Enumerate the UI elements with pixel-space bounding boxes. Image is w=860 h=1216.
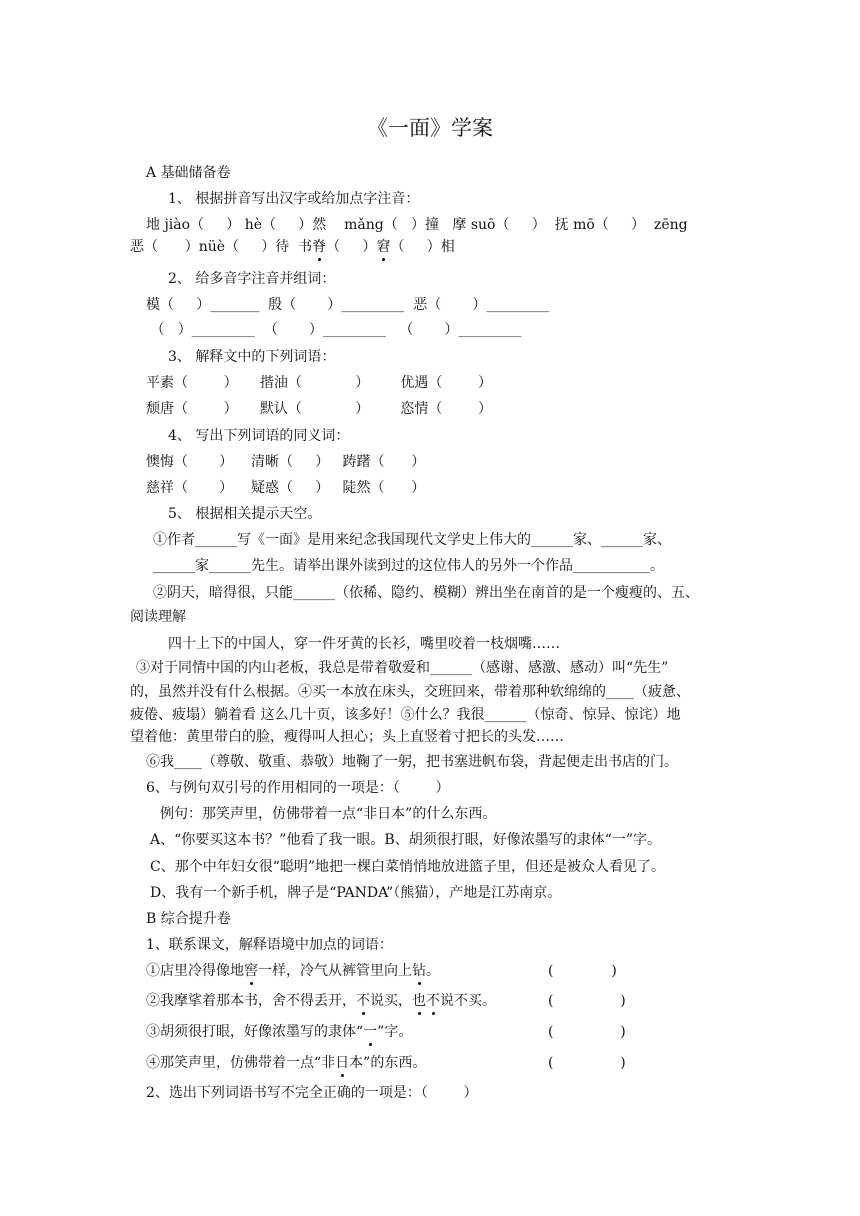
q5-para-line: ______家______先生。请举出课外读到过的这位伟人的另外一个作品___________。 bbox=[153, 558, 664, 574]
dotted-char: “一” bbox=[356, 1024, 385, 1040]
q4-heading: 4、 写出下列词语的同义词： bbox=[168, 428, 350, 444]
q6-example: 例句：那笑声里，仿佛带着一点“非日本”的什么东西。 bbox=[160, 806, 497, 822]
dotted-char: 窖 bbox=[244, 963, 258, 979]
q1-line2: 恶（ ）nüè（ ）待 书脊（ ）窘（ ）相 bbox=[130, 239, 455, 255]
section-a-heading: A 基础储备卷 bbox=[146, 165, 231, 181]
q1-heading: 1、 根据拼音写出汉字或给加点字注音： bbox=[168, 191, 420, 207]
q6-heading: 6、与例句双引号的作用相同的一项是：（ ） bbox=[146, 780, 450, 796]
dotted-char: 不 bbox=[426, 993, 440, 1009]
q5-para-line: 的，虽然并没有什么根据。④买一本放在床头，交班回来，带着那种软绵绵的____（疲惫、 bbox=[130, 684, 690, 700]
page-title: 《一面》学案 bbox=[367, 116, 493, 140]
b-q1-answer-paren: ( ) bbox=[548, 963, 617, 979]
q3-heading: 3、 解释文中的下列词语： bbox=[168, 349, 336, 365]
q5-para-line: 望着他：黄里带白的脸，瘦得叫人担心；头上直竖着寸把长的头发…… bbox=[130, 729, 564, 745]
q2-heading: 2、 给多音字注音并组词： bbox=[168, 271, 336, 287]
dotted-char: 不 bbox=[356, 993, 370, 1009]
section-b-heading: B 综合提升卷 bbox=[146, 911, 231, 927]
b-q1-answer-paren: ( ) bbox=[548, 1055, 626, 1071]
b-q1-item-1: ①店里冷得像地窖一样，冷气从裤管里向上钻。 bbox=[146, 963, 440, 979]
q5-para-line: 阅读理解 bbox=[130, 609, 186, 625]
q6-option-ab: A、“你要买这本书？”他看了我一眼。B、胡须很打眼，好像浓墨写的隶体“一”字。 bbox=[150, 832, 662, 848]
dotted-char: 也 bbox=[412, 993, 426, 1009]
q3-line1: 平素（ ） 揩油（ ） 优遇（ ） bbox=[146, 375, 493, 391]
q5-para-line: ③对于同情中国的内山老板，我总是带着敬爱和______（感谢、感激、感动）叫“先生” bbox=[136, 660, 669, 676]
q3-line2: 颓唐（ ） 默认（ ） 恣情（ ） bbox=[146, 401, 493, 417]
q5-para-line: ①作者______写《一面》是用来纪念我国现代文学史上伟大的______家、______家、 bbox=[153, 532, 671, 548]
q5-para-line: 疲倦、疲塌）躺着看 这么几十页，该多好！⑤什么？我很______（惊奇、惊异、惊诧）地 bbox=[130, 707, 681, 723]
b-q1-item-4: ④那笑声里，仿佛带着一点“非日本”的东西。 bbox=[146, 1055, 427, 1071]
dotted-char: 钻 bbox=[412, 963, 426, 979]
q4-line2: 慈祥（ ） 疑惑（ ） 陡然（ ） bbox=[146, 480, 426, 496]
q5-heading: 5、 根据相关提示天空。 bbox=[168, 506, 322, 522]
q5-para-line: ⑥我____（尊敬、敬重、恭敬）地鞠了一躬，把书塞进帆布袋，背起便走出书店的门。 bbox=[146, 754, 678, 770]
b-q1-answer-paren: ( ) bbox=[548, 993, 626, 1009]
b-q1-item-3: ③胡须很打眼，好像浓墨写的隶体“一”字。 bbox=[146, 1024, 413, 1040]
q2-line1: 模（ ）_______ 殷（ ）_________ 恶（ ）_________ bbox=[146, 297, 550, 313]
dotted-char: 脊 bbox=[312, 239, 327, 255]
q1-line1: 地 jiào（ ） hè（ ）然 mǎng（ ）撞 摩 suō（ ） 抚 mō（ ） zēng bbox=[146, 217, 688, 233]
q5-para-line: 四十上下的中国人，穿一件牙黄的长衫，嘴里咬着一枝烟嘴…… bbox=[168, 636, 560, 652]
b-q1-answer-paren: ( ) bbox=[548, 1024, 626, 1040]
b-q1-item-2: ②我摩挲着那本书，舍不得丢开，不说买，也不说不买。 bbox=[146, 993, 496, 1009]
b-q1-heading: 1、联系课文，解释语境中加点的词语： bbox=[146, 937, 393, 953]
b-q2-heading: 2、选出下列词语书写不完全正确的一项是：（ ） bbox=[146, 1085, 478, 1101]
dotted-char: “非日本” bbox=[314, 1055, 371, 1071]
q2-line2: （ ）_________ （ ）_________ （ ）_________ bbox=[146, 322, 522, 338]
q6-option-c: C、那个中年妇女很“聪明”地把一棵白菜悄悄地放进篮子里，但还是被众人看见了。 bbox=[150, 859, 666, 875]
q4-line1: 懊悔（ ） 清晰（ ） 踌躇（ ） bbox=[146, 454, 426, 470]
q6-option-d: D、我有一个新手机，牌子是“PANDA”（熊猫），产地是江苏南京。 bbox=[150, 885, 562, 901]
dotted-char: 窘 bbox=[376, 239, 391, 255]
q5-para-line: ②阴天，暗得很，只能______（依稀、隐约、模糊）辨出坐在南首的是一个瘦瘦的、五、 bbox=[153, 585, 699, 601]
